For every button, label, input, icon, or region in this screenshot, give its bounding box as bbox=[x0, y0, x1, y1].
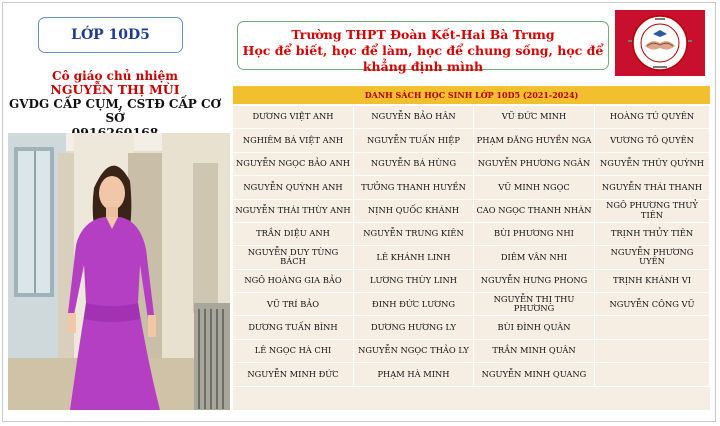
student-name-cell: NGUYỄN THÚY QUỲNH bbox=[595, 153, 710, 176]
student-name-cell bbox=[595, 340, 710, 363]
student-name-cell: NGHIÊM BÁ VIỆT ANH bbox=[233, 129, 354, 152]
student-name-cell: NGÔ HOÀNG GIA BẢO bbox=[233, 270, 354, 293]
teacher-photo bbox=[8, 133, 230, 410]
student-name-cell: TRẦN DIỆU ANH bbox=[233, 223, 354, 246]
teacher-role: Cô giáo chủ nhiệm bbox=[52, 69, 178, 83]
student-name-cell: LÊ NGỌC HÀ CHI bbox=[233, 340, 354, 363]
student-name-cell: NỊNH QUỐC KHÁNH bbox=[354, 200, 474, 223]
teacher-portrait-image bbox=[8, 133, 230, 410]
student-name-cell: NGUYỄN TRUNG KIÊN bbox=[354, 223, 474, 246]
student-name-cell: CAO NGỌC THANH NHÀN bbox=[474, 200, 595, 223]
student-name-cell: NGUYỄN THÁI THANH bbox=[595, 176, 710, 199]
student-name-cell: VŨ ĐỨC MINH bbox=[474, 106, 595, 129]
student-name-cell: BÙI PHƯƠNG NHI bbox=[474, 223, 595, 246]
school-motto: Học để biết, học để làm, học để chung sống, học để khẳng định mình bbox=[242, 43, 604, 74]
student-name-cell: NGUYỄN TUẤN HIỆP bbox=[354, 129, 474, 152]
student-name-cell: TRỊNH THỦY TIÊN bbox=[595, 223, 710, 246]
teacher-info bbox=[0, 70, 230, 140]
student-name-cell: NGUYỄN BẢO HÂN bbox=[354, 106, 474, 129]
student-name-cell: VƯƠNG TÔ QUYÊN bbox=[595, 129, 710, 152]
student-name-cell: VŨ MINH NGỌC bbox=[474, 176, 595, 199]
school-header-box bbox=[237, 21, 609, 74]
class-title: LỚP 10D5 bbox=[71, 27, 150, 43]
student-name-cell bbox=[595, 316, 710, 339]
student-name-cell: NGUYỄN PHƯƠNG UYÊN bbox=[595, 246, 710, 269]
student-name-cell: NGUYỄN MINH ĐỨC bbox=[233, 363, 354, 386]
student-name-cell: DƯƠNG TUẤN BÌNH bbox=[233, 316, 354, 339]
school-logo-icon bbox=[615, 10, 705, 76]
class-title-box bbox=[38, 17, 183, 53]
student-name-cell: ĐINH ĐỨC LƯƠNG bbox=[354, 293, 474, 316]
student-name-cell: HOÀNG TÚ QUYÊN bbox=[595, 106, 710, 129]
student-name-cell: NGUYỄN QUỲNH ANH bbox=[233, 176, 354, 199]
school-logo-image bbox=[615, 10, 705, 76]
student-name-cell: NGUYỄN MINH QUANG bbox=[474, 363, 595, 386]
teacher-name: NGUYỄN THỊ MÙI bbox=[50, 82, 180, 97]
student-table bbox=[233, 106, 710, 410]
teacher-title: GVDG CẤP CỤM, CSTĐ CẤP CƠ SỞ bbox=[9, 97, 221, 125]
student-name-cell: BÙI ĐÌNH QUÂN bbox=[474, 316, 595, 339]
student-name-cell: NGUYỄN BÁ HÙNG bbox=[354, 153, 474, 176]
student-list-header bbox=[233, 86, 710, 104]
student-name-cell: NGUYỄN CÔNG VŨ bbox=[595, 293, 710, 316]
student-name-cell: NGUYỄN THỊ THU PHƯƠNG bbox=[474, 293, 595, 316]
student-name-cell: TRẦN MINH QUÂN bbox=[474, 340, 595, 363]
student-name-cell: NGUYỄN NGỌC THẢO LY bbox=[354, 340, 474, 363]
student-list-title: DANH SÁCH HỌC SINH LỚP 10D5 (2021-2024) bbox=[364, 90, 579, 100]
student-name-cell: NGUYỄN PHƯƠNG NGÂN bbox=[474, 153, 595, 176]
student-name-cell: VŨ TRÍ BẢO bbox=[233, 293, 354, 316]
student-name-cell: DIÊM VÂN NHI bbox=[474, 246, 595, 269]
student-name-cell: LƯƠNG THÙY LINH bbox=[354, 270, 474, 293]
student-name-cell: DƯƠNG VIỆT ANH bbox=[233, 106, 354, 129]
student-name-cell: TRỊNH KHÁNH VI bbox=[595, 270, 710, 293]
student-name-cell: NGÔ PHƯƠNG THUỶ TIÊN bbox=[595, 200, 710, 223]
student-name-cell: NGUYỄN DUY TÙNG BÁCH bbox=[233, 246, 354, 269]
student-name-cell: NGUYỄN HƯNG PHONG bbox=[474, 270, 595, 293]
student-name-cell: PHẠM HÀ MINH bbox=[354, 363, 474, 386]
student-name-cell: NGUYỄN NGỌC BẢO ANH bbox=[233, 153, 354, 176]
student-name-cell: PHẠM ĐĂNG HUYỀN NGA bbox=[474, 129, 595, 152]
school-name: Trường THPT Đoàn Kết-Hai Bà Trưng bbox=[291, 27, 555, 42]
student-name-cell: LÊ KHÁNH LINH bbox=[354, 246, 474, 269]
student-name-cell: DƯƠNG HƯƠNG LY bbox=[354, 316, 474, 339]
student-name-cell: NGUYỄN THÁI THÙY ANH bbox=[233, 200, 354, 223]
student-name-cell bbox=[595, 363, 710, 386]
student-name-cell: TƯỞNG THANH HUYỀN bbox=[354, 176, 474, 199]
